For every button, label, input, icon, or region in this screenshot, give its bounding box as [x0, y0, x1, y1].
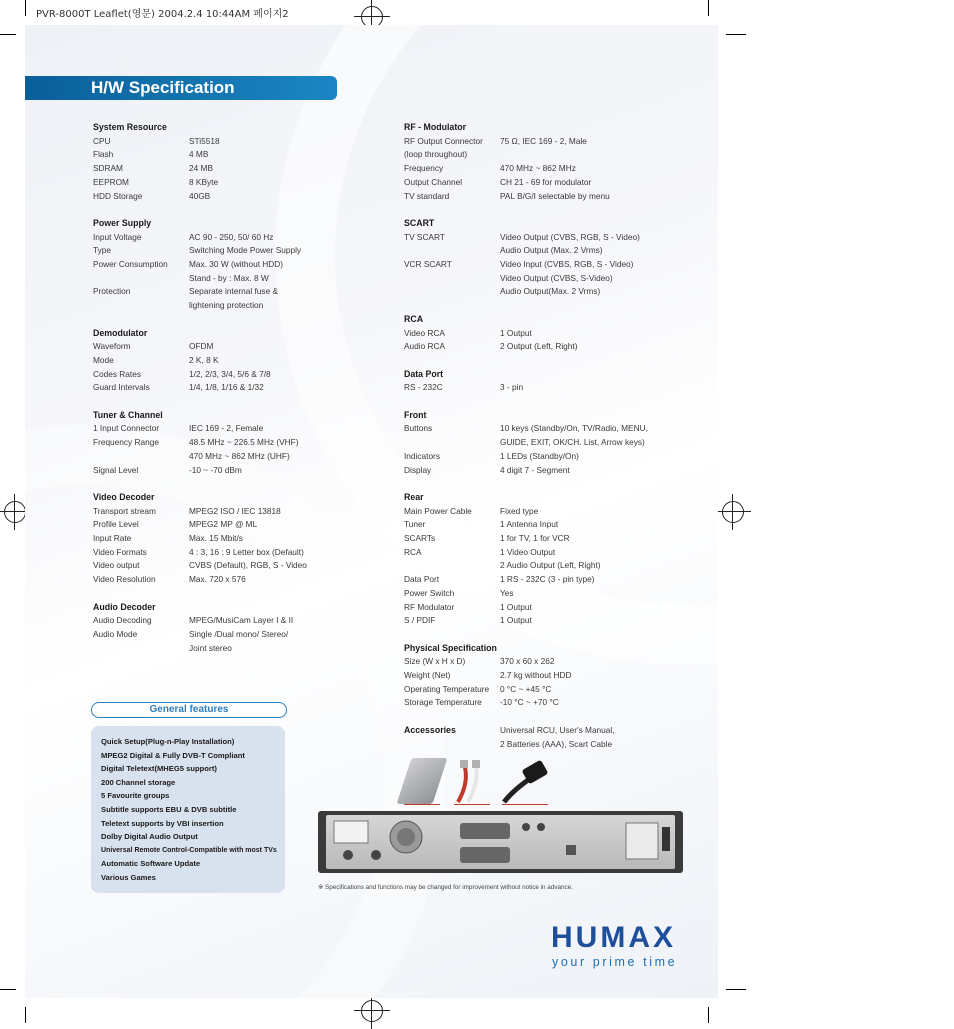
- spec-row: [93, 505, 323, 519]
- spec-key: SCARTs: [404, 533, 436, 544]
- registration-mark: [361, 1000, 383, 1022]
- rear-panel-face: [326, 815, 675, 869]
- spec-key: Output Channel: [404, 176, 463, 187]
- spec-key: RF Modulator: [404, 601, 455, 612]
- page-title-bar: [25, 76, 337, 100]
- feature-item: Digital Teletext(MHEG5 support): [101, 764, 217, 774]
- spec-value: IEC 169 - 2, Female: [189, 423, 264, 434]
- spec-value: Yes: [500, 587, 514, 598]
- spec-section: [404, 121, 694, 203]
- spec-key: [404, 559, 500, 573]
- spec-value: 370 x 60 x 262: [500, 656, 555, 667]
- spec-column-right: [404, 121, 694, 765]
- spec-value: 10 keys (Standby/On, TV/Radio, MENU,: [500, 423, 648, 434]
- spec-key: Audio Decoding: [93, 615, 152, 626]
- spec-row: [93, 436, 323, 450]
- spec-key: RF Output Connector: [404, 135, 483, 146]
- spec-row: [404, 464, 694, 478]
- spec-row: [93, 546, 323, 560]
- spec-key: Audio Mode: [93, 628, 138, 639]
- feature-item: Teletext supports by VBI insertion: [101, 818, 224, 828]
- spec-row: [404, 696, 694, 710]
- spec-value: Separate internal fuse &: [189, 286, 279, 297]
- spec-row: [93, 190, 323, 204]
- spec-section-heading: Audio Decoder: [93, 601, 156, 612]
- spec-section: [404, 491, 694, 628]
- brand-tagline: your prime time: [552, 955, 678, 969]
- feature-item: 200 Channel storage: [101, 777, 176, 787]
- spec-key: Profile Level: [93, 519, 139, 530]
- spec-key: Power Switch: [404, 587, 455, 598]
- spec-section-heading: Data Port: [404, 368, 444, 379]
- spec-value: 24 MB: [189, 163, 213, 174]
- spec-value: STi5518: [189, 135, 220, 146]
- feature-item: MPEG2 Digital & Fully DVB-T Compliant: [101, 750, 245, 760]
- spec-row: [93, 272, 323, 286]
- spec-row: [404, 738, 694, 752]
- spec-value: 1 Output: [500, 327, 532, 338]
- spec-key: [404, 285, 500, 299]
- spec-key: TV SCART: [404, 231, 445, 242]
- accessories-section: [404, 724, 694, 751]
- spec-key: 1 Input Connector: [93, 423, 159, 434]
- registration-mark: [722, 501, 744, 523]
- spec-row: [404, 532, 694, 546]
- spec-key: Operating Temperature: [404, 683, 490, 694]
- spec-value: [500, 148, 694, 162]
- spec-value: -10 ~ -70 dBm: [189, 464, 242, 475]
- spec-section: [93, 491, 323, 587]
- spec-row: [93, 614, 323, 628]
- spec-value: AC 90 - 250, 50/ 60 Hz: [189, 231, 274, 242]
- spec-row: [404, 436, 694, 450]
- spec-section: [404, 217, 694, 299]
- registration-mark: [4, 501, 26, 523]
- accessories-heading: Accessories: [404, 724, 456, 735]
- spec-section: [93, 409, 323, 478]
- spec-section-heading: SCART: [404, 217, 435, 228]
- feature-item: Subtitle supports EBU & DVB subtitle: [101, 804, 237, 814]
- spec-value: MPEG2 ISO / IEC 13818: [189, 505, 281, 516]
- spec-row: [93, 258, 323, 272]
- feature-item: Various Games: [101, 872, 156, 882]
- file-header: PVR-8000T Leaflet(영문) 2004.2.4 10:44AM 페이지2: [36, 9, 289, 20]
- spec-row: [93, 573, 323, 587]
- spec-key: VCR SCART: [404, 259, 452, 270]
- spec-row: [404, 601, 694, 615]
- spec-row: [404, 285, 694, 299]
- spec-key: Size (W x H x D): [404, 656, 466, 667]
- spec-row: [404, 272, 694, 286]
- spec-section-heading: Tuner & Channel: [93, 409, 163, 420]
- spec-row: [93, 642, 323, 656]
- accessory-underline: [502, 804, 548, 805]
- spec-row: [93, 148, 323, 162]
- spec-key: HDD Storage: [93, 190, 143, 201]
- spec-value: Joint stereo: [189, 642, 232, 653]
- spec-key: Protection: [93, 286, 131, 297]
- spec-key: [93, 450, 189, 464]
- spec-row: [404, 518, 694, 532]
- spec-value: Max. 15 Mbit/s: [189, 533, 243, 544]
- spec-section: [93, 601, 323, 656]
- spec-key: SDRAM: [93, 163, 123, 174]
- general-features-title: General features: [91, 702, 287, 718]
- spec-key: Codes Rates: [93, 368, 141, 379]
- spec-value: 4 : 3, 16 : 9 Letter box (Default): [189, 546, 304, 557]
- spec-value: 1 LEDs (Standby/On): [500, 450, 579, 461]
- spec-value: 470 MHz ~ 862 MHz (UHF): [189, 450, 290, 461]
- crop-mark: [708, 0, 709, 16]
- spec-section: [404, 642, 694, 711]
- spec-row: [404, 327, 694, 341]
- spec-value: 3 - pin: [500, 382, 524, 393]
- spec-row: [93, 559, 323, 573]
- spec-key: Frequency Range: [93, 437, 159, 448]
- spec-key: Power Consumption: [93, 259, 168, 270]
- spec-section-heading: System Resource: [93, 122, 167, 132]
- spec-row: [404, 258, 694, 272]
- spec-key: Main Power Cable: [404, 505, 472, 516]
- spec-key: [404, 436, 500, 450]
- spec-value: Video Output (CVBS, RGB, S - Video): [500, 231, 640, 242]
- spec-row: [404, 135, 694, 149]
- spec-row: [404, 724, 694, 738]
- spec-row: [93, 354, 323, 368]
- page-title: H/W Specification: [91, 78, 235, 97]
- spec-key: CPU: [93, 135, 111, 146]
- spec-value: 8 KByte: [189, 176, 219, 187]
- spec-value: 1 RS - 232C (3 - pin type): [500, 574, 595, 585]
- accessory-underline: [454, 804, 490, 805]
- spec-key: [404, 272, 500, 286]
- spec-key: RCA: [404, 546, 422, 557]
- spec-key: [404, 738, 500, 752]
- spec-section: [404, 409, 694, 478]
- spec-value: 48.5 MHz ~ 226.5 MHz (VHF): [189, 437, 299, 448]
- spec-value: 4 MB: [189, 149, 209, 160]
- spec-key: Video Formats: [93, 546, 147, 557]
- spec-row: [404, 587, 694, 601]
- spec-key: [93, 299, 189, 313]
- spec-value: 2 Audio Output (Left, Right): [500, 560, 601, 571]
- spec-value: 2.7 kg without HDD: [500, 670, 572, 681]
- spec-key: Signal Level: [93, 464, 139, 475]
- spec-row: [404, 340, 694, 354]
- spec-value: 1 Output: [500, 601, 532, 612]
- spec-row: [404, 422, 694, 436]
- spec-row: [93, 231, 323, 245]
- spec-value: 75 Ω, IEC 169 - 2, Male: [500, 135, 587, 146]
- spec-value: MPEG/MusiCam Layer I & II: [189, 615, 294, 626]
- spec-row: [404, 231, 694, 245]
- spec-value: Max. 30 W (without HDD): [189, 259, 284, 270]
- crop-mark: [726, 34, 746, 35]
- spec-key: Data Port: [404, 574, 440, 585]
- spec-value: 2 Batteries (AAA), Scart Cable: [500, 738, 613, 749]
- spec-row: [93, 464, 323, 478]
- spec-value: 0 °C ~ +45 °C: [500, 683, 552, 694]
- spec-value: 1/2, 2/3, 3/4, 5/6 & 7/8: [189, 368, 271, 379]
- spec-key: Video Resolution: [93, 574, 156, 585]
- spec-row: [404, 559, 694, 573]
- spec-row: [404, 655, 694, 669]
- spec-value: Single /Dual mono/ Stereo/: [189, 628, 289, 639]
- spec-row: [93, 162, 323, 176]
- spec-key: (loop throughout): [404, 149, 468, 160]
- spec-value: Switching Mode Power Supply: [189, 245, 302, 256]
- spec-key: Transport stream: [93, 505, 156, 516]
- spec-value: Video Input (CVBS, RGB, S - Video): [500, 259, 634, 270]
- spec-value: 1/4, 1/8, 1/16 & 1/32: [189, 382, 264, 393]
- spec-row: [404, 669, 694, 683]
- rear-panel-image: [318, 811, 683, 873]
- feature-item: Dolby Digital Audio Output: [101, 832, 198, 842]
- spec-row: [404, 573, 694, 587]
- spec-section: [93, 327, 323, 396]
- spec-key: TV standard: [404, 190, 450, 201]
- spec-section-heading: Front: [404, 409, 427, 420]
- spec-key: Input Rate: [93, 533, 132, 544]
- spec-row: [93, 518, 323, 532]
- spec-row: [93, 244, 323, 258]
- spec-value: OFDM: [189, 341, 214, 352]
- spec-value: 40GB: [189, 190, 211, 201]
- spec-key: Mode: [93, 354, 114, 365]
- feature-item: Automatic Software Update: [101, 859, 201, 869]
- spec-value: Fixed type: [500, 505, 539, 516]
- spec-key: Input Voltage: [93, 231, 142, 242]
- crop-mark: [726, 989, 746, 990]
- spec-value: CVBS (Default), RGB, S - Video: [189, 560, 307, 571]
- spec-value: Max. 720 x 576: [189, 574, 246, 585]
- spec-key: Type: [93, 245, 111, 256]
- spec-row: [404, 683, 694, 697]
- spec-section-heading: Physical Specification: [404, 642, 497, 653]
- spec-value: Video Output (CVBS, S-Video): [500, 272, 613, 283]
- spec-row: [404, 176, 694, 190]
- crop-mark: [25, 0, 26, 16]
- spec-row: [93, 340, 323, 354]
- general-features-list: [101, 735, 277, 885]
- spec-value: Universal RCU, User's Manual,: [500, 724, 615, 735]
- spec-value: MPEG2 MP @ ML: [189, 519, 258, 530]
- spec-row: [404, 546, 694, 560]
- spec-row: [404, 244, 694, 258]
- spec-key: [404, 244, 500, 258]
- feature-item: Quick Setup(Plug-n-Play Installation): [101, 737, 235, 746]
- spec-value: 1 Output: [500, 615, 532, 626]
- spec-key: Indicators: [404, 450, 440, 461]
- spec-value: 470 MHz ~ 862 MHz: [500, 163, 576, 174]
- crop-mark: [708, 1007, 709, 1023]
- spec-value: 4 digit 7 - Segment: [500, 464, 570, 475]
- spec-value: 2 K, 8 K: [189, 354, 219, 365]
- spec-section-heading: Rear: [404, 491, 424, 502]
- spec-value: CH 21 - 69 for modulator: [500, 176, 592, 187]
- crop-mark: [25, 1007, 26, 1023]
- spec-column-left: [93, 121, 323, 669]
- spec-section-heading: RF - Modulator: [404, 122, 467, 132]
- accessory-underline: [404, 804, 440, 805]
- spec-row: [404, 162, 694, 176]
- spec-row: [404, 381, 694, 395]
- spec-key: RS - 232C: [404, 382, 443, 393]
- spec-key: Guard Intervals: [93, 382, 150, 393]
- spec-row: [93, 628, 323, 642]
- spec-row: [93, 285, 323, 299]
- spec-key: Waveform: [93, 341, 131, 352]
- spec-key: Video RCA: [404, 327, 445, 338]
- spec-value: lightening protection: [189, 300, 264, 311]
- spec-value: 1 Video Output: [500, 546, 556, 557]
- spec-key: Frequency: [404, 163, 444, 174]
- spec-value: Audio Output(Max. 2 Vrms): [500, 286, 601, 297]
- spec-key: Storage Temperature: [404, 697, 482, 708]
- spec-row: [404, 505, 694, 519]
- crop-mark: [0, 34, 16, 35]
- spec-row: [93, 532, 323, 546]
- spec-key: S / PDIF: [404, 615, 436, 626]
- spec-row: [404, 450, 694, 464]
- spec-value: Stand - by : Max. 8 W: [189, 272, 269, 283]
- spec-section-heading: RCA: [404, 313, 424, 324]
- spec-section-heading: Demodulator: [93, 327, 148, 338]
- spec-value: 1 Antenna Input: [500, 519, 559, 530]
- crop-mark: [0, 989, 16, 990]
- spec-value: -10 °C ~ +70 °C: [500, 697, 559, 708]
- spec-row: [93, 299, 323, 313]
- spec-section: [404, 313, 694, 354]
- spec-row: [93, 176, 323, 190]
- feature-item: Universal Remote Control-Compatible with most TVs: [101, 846, 277, 854]
- spec-key: Audio RCA: [404, 341, 446, 352]
- spec-section-heading: Power Supply: [93, 217, 152, 228]
- spec-value: 2 Output (Left, Right): [500, 341, 578, 352]
- spec-value: Audio Output (Max. 2 Vrms): [500, 245, 603, 256]
- feature-item: 5 Favourite groups: [101, 791, 170, 801]
- scart-cable-image: [502, 758, 548, 804]
- spec-value: 1 for TV, 1 for VCR: [500, 533, 570, 544]
- spec-row: [93, 450, 323, 464]
- humax-logo: HUMAX: [551, 921, 676, 954]
- spec-row: [93, 368, 323, 382]
- spec-key: Buttons: [404, 423, 433, 434]
- spec-row: [93, 381, 323, 395]
- spec-row: [404, 190, 694, 204]
- rca-cable-image: [454, 758, 490, 804]
- spec-key: [93, 642, 189, 656]
- spec-row: [93, 422, 323, 436]
- spec-key: Tuner: [404, 519, 426, 530]
- spec-key: Video output: [93, 560, 140, 571]
- rear-panel-connectors: [326, 815, 675, 869]
- spec-section: [93, 121, 323, 203]
- spec-section: [93, 217, 323, 313]
- spec-key: EEPROM: [93, 176, 129, 187]
- spec-row: [404, 148, 694, 162]
- disclaimer-note: ※ Specifications and functions may be changed for improvement without notice in advance.: [318, 884, 573, 891]
- spec-section: [404, 368, 694, 395]
- spec-row: [404, 614, 694, 628]
- spec-value: PAL B/G/I selectable by menu: [500, 190, 610, 201]
- spec-value: GUIDE, EXIT, OK/CH. List, Arrow keys): [500, 437, 645, 448]
- spec-section-heading: Video Decoder: [93, 491, 155, 502]
- spec-key: [93, 272, 189, 286]
- spec-key: Weight (Net): [404, 670, 451, 681]
- spec-row: [93, 135, 323, 149]
- spec-key: Flash: [93, 149, 114, 160]
- spec-key: Display: [404, 464, 432, 475]
